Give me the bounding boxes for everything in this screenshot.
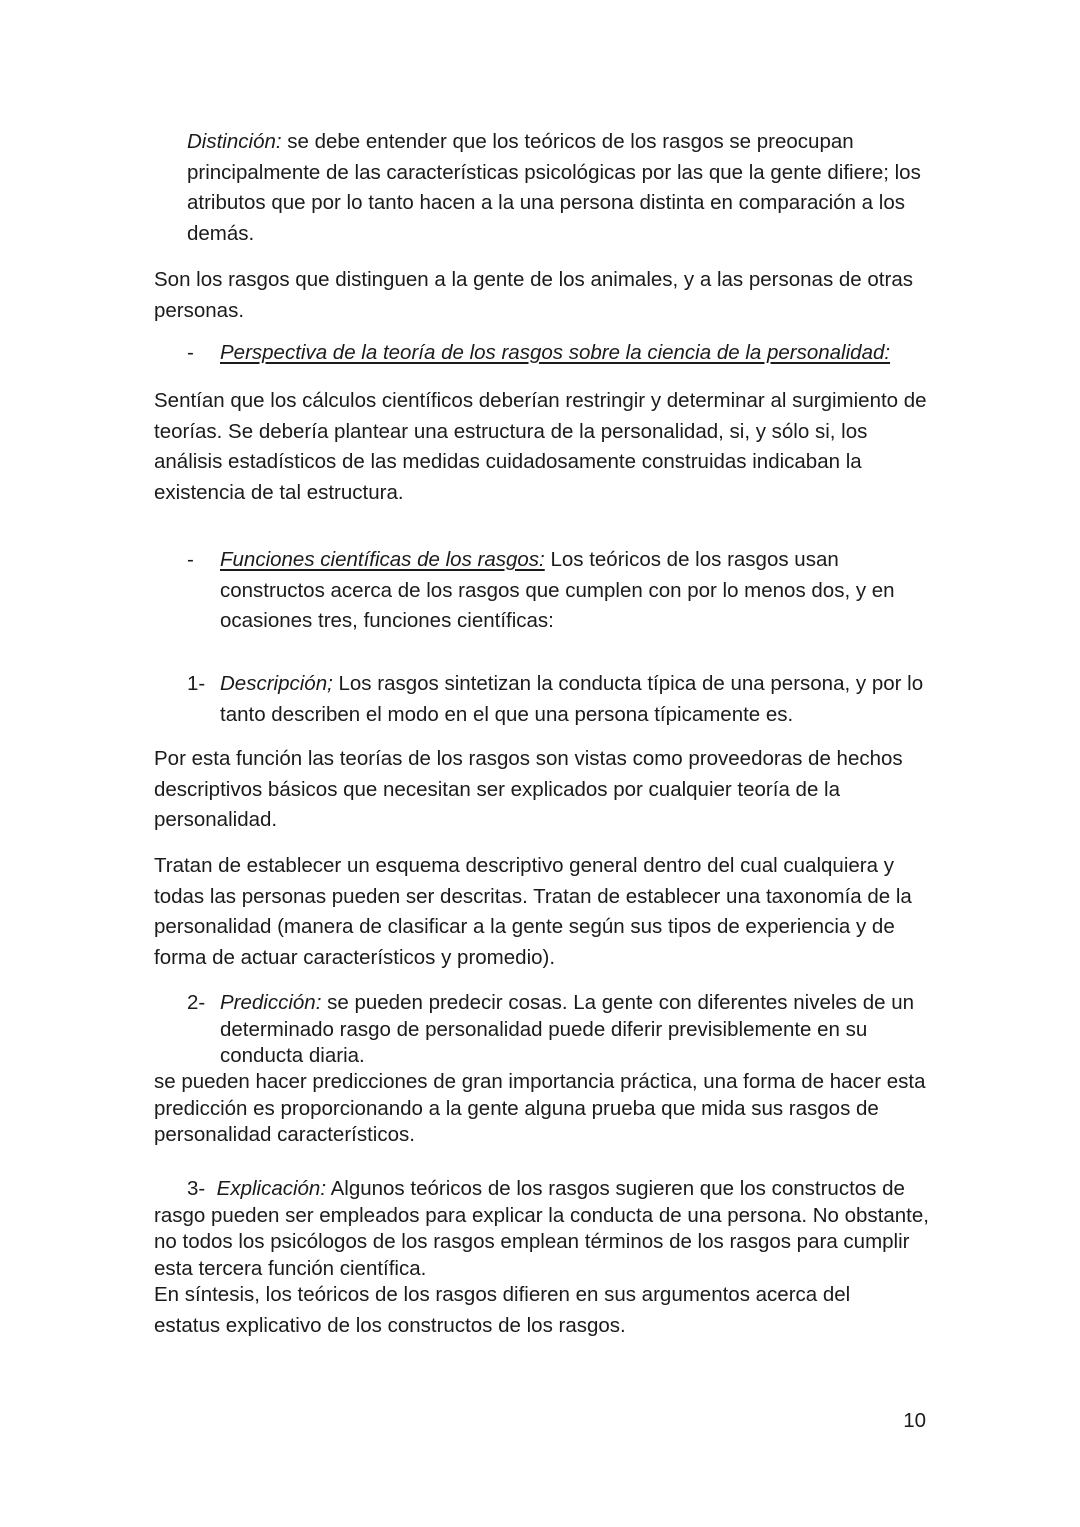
list-item-text: Los rasgos sintetizan la conducta típica de una persona, y por lo tanto describen el modo en el que una persona típicamente es.	[220, 672, 924, 726]
bullet-marker: -	[187, 548, 194, 571]
paragraph-text: se debe entender que los teóricos de los rasgos se preocupan principalmente de las características psicológicas por las que la gente difiere; los atributos que por lo tanto hacen a la una persona distinta en comparación a los demás.	[187, 130, 921, 245]
paragraph: Por esta función las teorías de los rasgos son vistas como proveedoras de hechos descriptivos básicos que necesitan ser explicados por cualquier teoría de la personalidad.	[154, 747, 903, 831]
paragraph: Son los rasgos que distinguen a la gente de los animales, y a las personas de otras personas.	[154, 268, 913, 322]
paragraph: Sentían que los cálculos científicos deberían restringir y determinar al surgimiento de teorías. Se debería plantear una estructura de la personalidad, si, y sólo si, los análisis estadísticos de las medidas cuidadosamente construidas indicaban la existencia de tal estructura.	[154, 389, 927, 504]
term-explicacion: Explicación:	[216, 1177, 327, 1200]
list-marker: 3-	[187, 1177, 206, 1200]
term-prediccion: Predicción:	[220, 991, 322, 1014]
bullet-text: Los teóricos de los rasgos usan constructos acerca de los rasgos que cumplen con por lo menos dos, y en ocasiones tres, funciones científicas:	[220, 548, 895, 632]
paragraph: En síntesis, los teóricos de los rasgos difieren en sus argumentos acerca del estatus explicativo de los constructos de los rasgos.	[154, 1283, 851, 1337]
paragraph: se pueden hacer predicciones de gran importancia práctica, una forma de hacer esta predicción es proporcionando a la gente alguna prueba que mida sus rasgos de personalidad característicos.	[154, 1070, 926, 1146]
list-item-explicacion	[154, 1176, 934, 1282]
bullet-heading: Funciones científicas de los rasgos:	[220, 548, 545, 571]
list-marker: 1-	[187, 672, 206, 695]
list-item-text: se pueden predecir cosas. La gente con diferentes niveles de un determinado rasgo de personalidad puede diferir previsiblemente en su conducta diaria.	[220, 991, 915, 1067]
list-item-text: Algunos teóricos de los rasgos sugieren que los constructos de rasgo pueden ser empleados para explicar la conducta de una persona. No obstante, no todos los psicólogos de los rasgos emplean términos de los rasgos para cumplir esta tercera función científica.	[154, 1177, 929, 1280]
term-descripcion: Descripción;	[220, 672, 333, 695]
bullet-marker: -	[187, 341, 194, 364]
list-marker: 2-	[187, 991, 206, 1014]
bullet-heading: Perspectiva de la teoría de los rasgos sobre la ciencia de la personalidad:	[220, 341, 891, 364]
paragraph: Tratan de establecer un esquema descriptivo general dentro del cual cualquiera y todas las personas pueden ser descritas. Tratan de establecer una taxonomía de la personalidad (manera de clasificar a la gente según sus tipos de experiencia y de forma de actuar característicos y promedio).	[154, 854, 912, 969]
term-distincion: Distinción:	[187, 130, 282, 153]
page-number: 10	[903, 1409, 926, 1432]
paragraph-distincion	[187, 127, 927, 249]
